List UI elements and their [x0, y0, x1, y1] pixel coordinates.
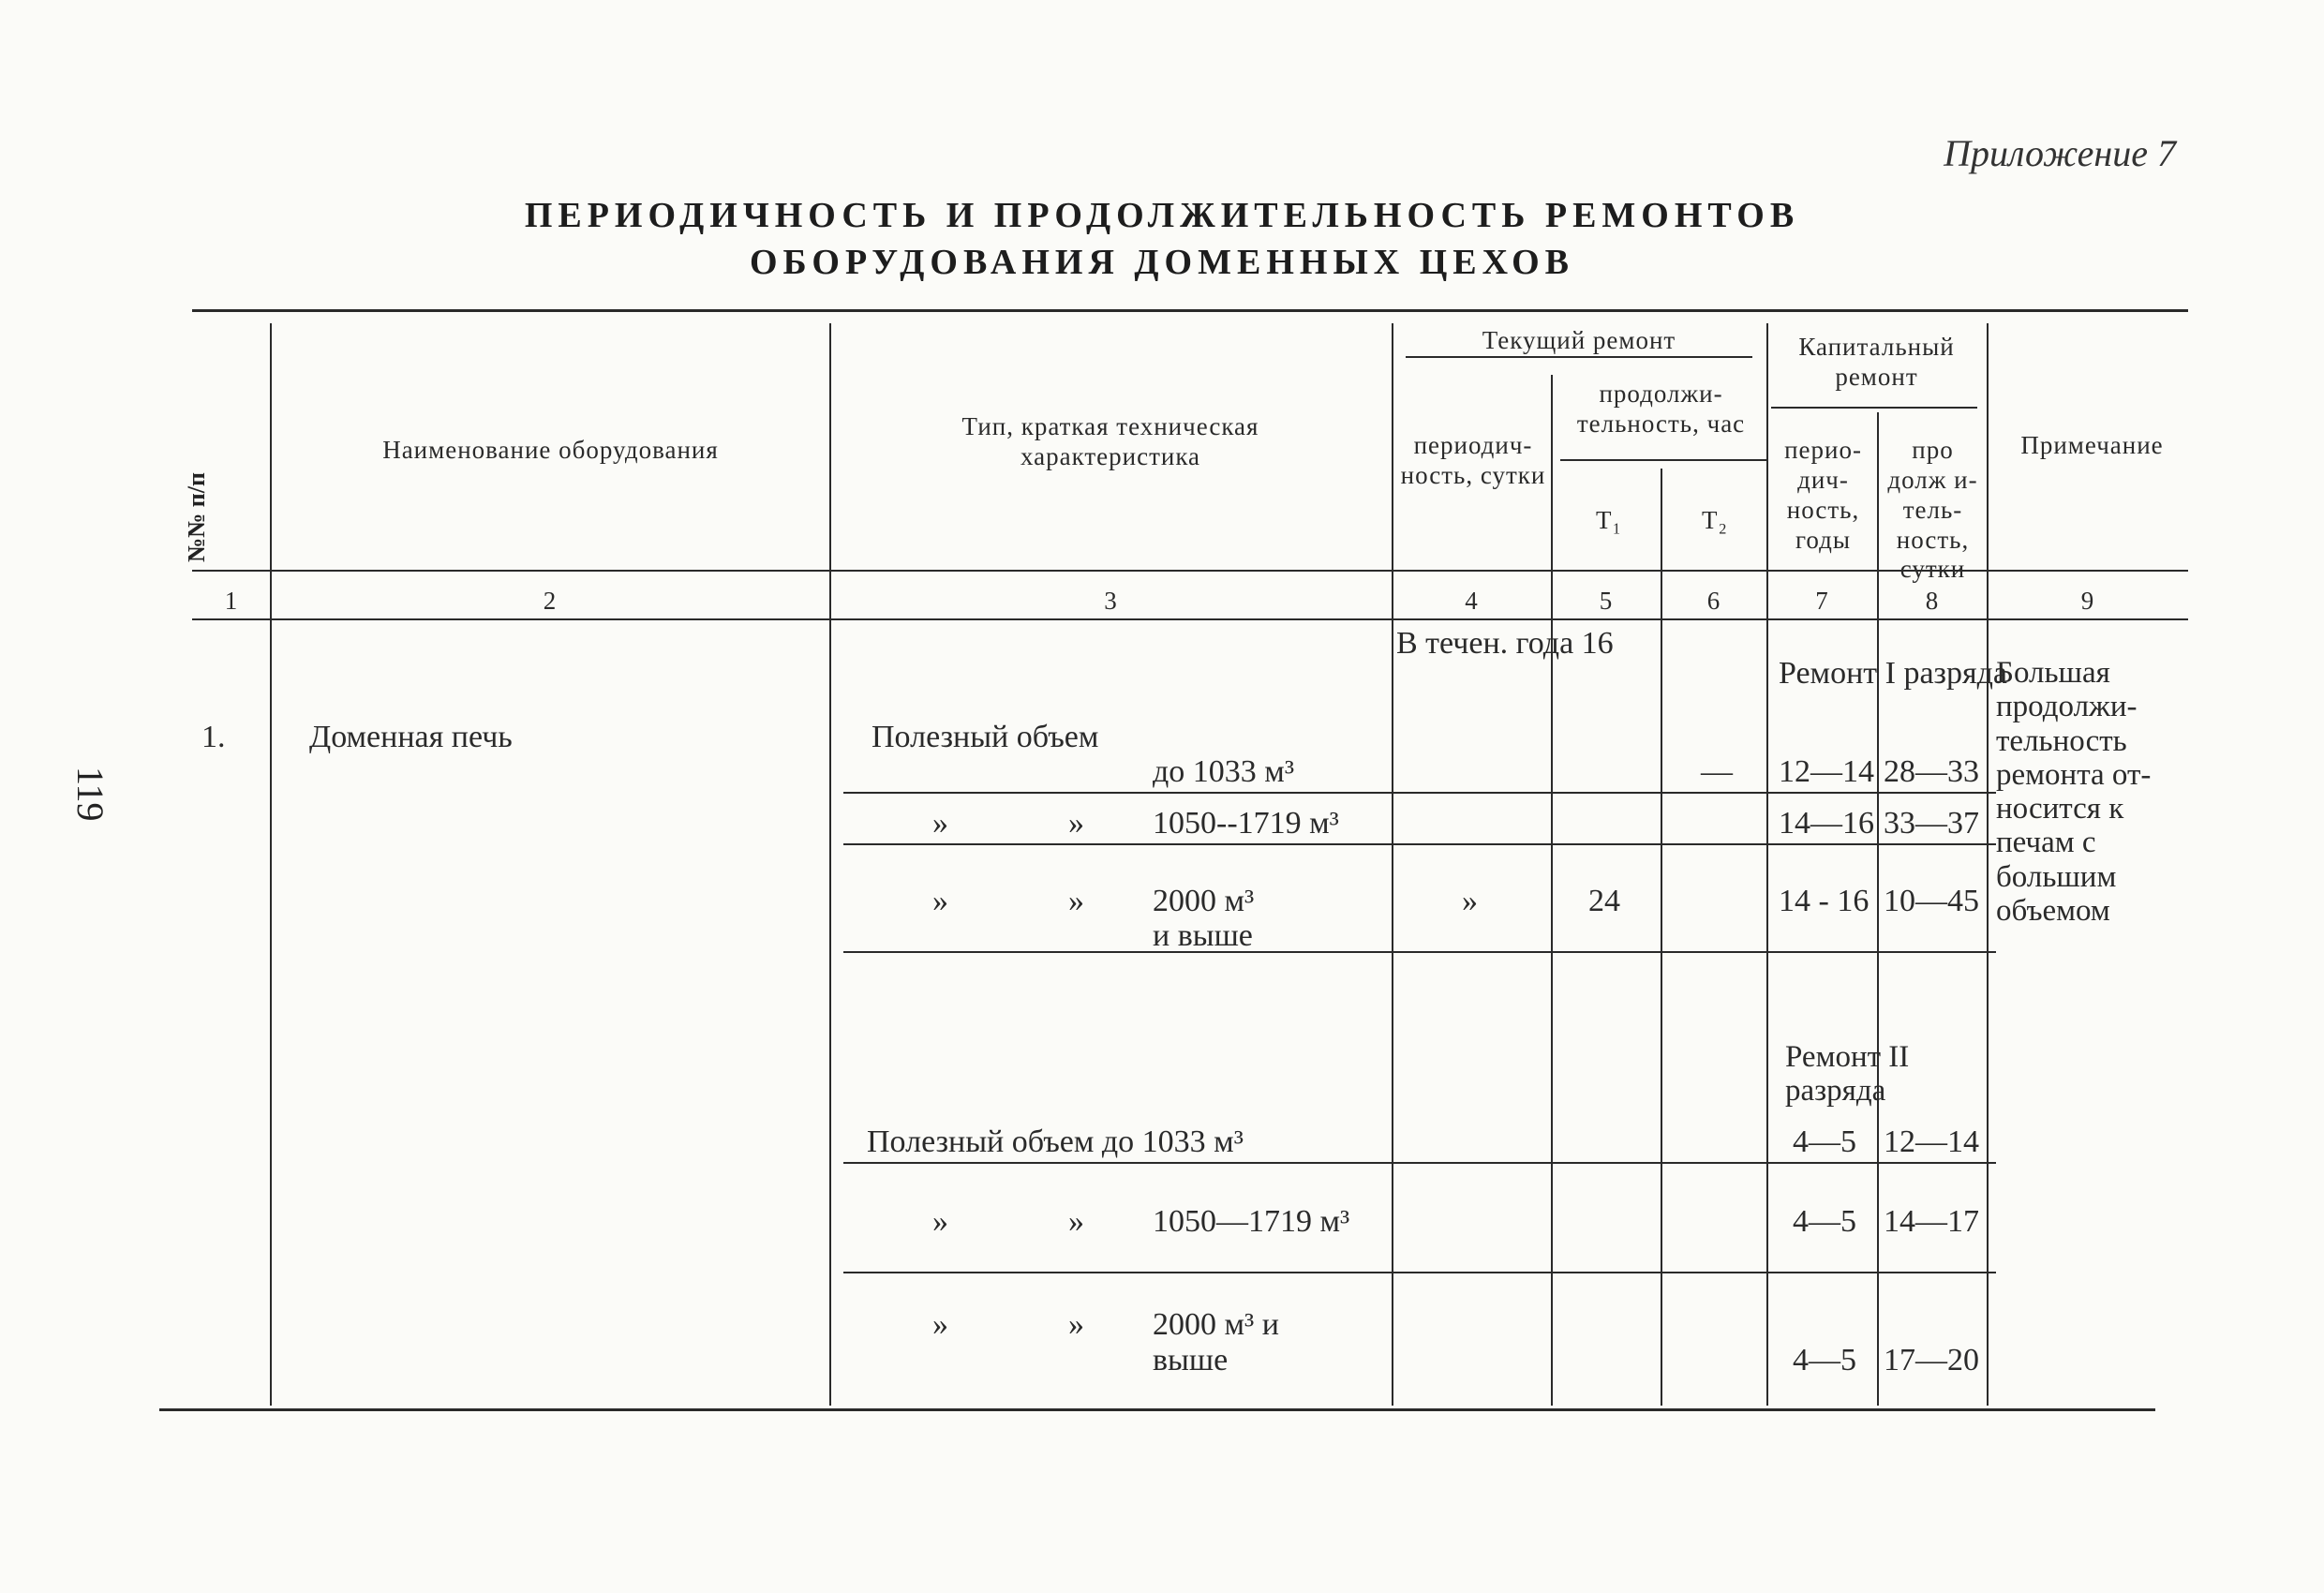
- column-numbers-rule: [192, 618, 2188, 620]
- header-t1: T₁: [1596, 506, 1622, 534]
- ditto-mark: »: [1068, 884, 1084, 918]
- capital-duration-value: 28—33: [1884, 754, 1979, 789]
- type-value: до 1033 м³: [1153, 754, 1295, 789]
- column-number: 3: [1104, 587, 1117, 615]
- page-title: ПЕРИОДИЧНОСТЬ И ПРОДОЛЖИТЕЛЬНОСТЬ РЕМОНТОВ: [524, 196, 1800, 235]
- table-bottom-rule: [159, 1408, 2155, 1411]
- header-capital-period: перио-дич-ность, годы: [1784, 436, 1862, 554]
- duration-rule: [1560, 459, 1766, 461]
- header-type: Тип, краткая техническая характеристика: [961, 412, 1259, 470]
- type-label: Полезный объем: [872, 720, 1099, 754]
- t1-value: 24: [1588, 884, 1620, 918]
- row-rule-3: [843, 951, 1996, 953]
- page-subtitle: ОБОРУДОВАНИЯ ДОМЕННЫХ ЦЕХОВ: [749, 243, 1575, 282]
- column-number: 9: [2080, 587, 2094, 615]
- type-label: Полезный объем до 1033 м³: [867, 1124, 1244, 1159]
- header-current-repair: Текущий ремонт: [1482, 326, 1676, 354]
- col-divider-3: [1392, 323, 1393, 1406]
- row-rule-5: [843, 1272, 1996, 1273]
- column-number: 6: [1706, 587, 1721, 615]
- note-text: Большая продолжи-тельность ремонта от-носится к печам с большим объемом: [1996, 656, 2152, 929]
- ditto-mark: »: [932, 1307, 948, 1342]
- table-top-rule: [192, 309, 2188, 312]
- capital-repair-rule: [1771, 407, 1977, 409]
- header-number: №№ п/п: [183, 472, 210, 562]
- header-capital-repair: Капитальный ремонт: [1798, 333, 1955, 391]
- column-number: 8: [1925, 587, 1939, 615]
- ditto-mark: »: [932, 884, 948, 918]
- header-equipment: Наименование оборудования: [382, 436, 719, 464]
- capital-period-value: 12—14: [1779, 754, 1874, 789]
- ditto-mark: »: [1068, 806, 1084, 841]
- page-number: 119: [69, 767, 112, 822]
- header-duration: продолжи-тельность, час: [1576, 380, 1746, 438]
- capital-period-value: 4—5: [1793, 1343, 1856, 1377]
- row-rule-2: [843, 843, 1996, 845]
- header-note: Примечание: [2020, 431, 2164, 459]
- repair-grade-1: Ремонт I разряда: [1779, 656, 2007, 691]
- ditto-mark: »: [932, 806, 948, 841]
- ditto-mark: »: [932, 1204, 948, 1239]
- equipment-name: Доменная печь: [309, 720, 513, 754]
- ditto-mark: »: [1068, 1204, 1084, 1239]
- type-value-note: и выше: [1153, 918, 1253, 953]
- row-rule-4: [843, 1162, 1996, 1164]
- col-divider-8: [1987, 323, 1989, 1406]
- type-value: 2000 м³ и: [1153, 1307, 1279, 1342]
- col-divider-2: [829, 323, 831, 1406]
- current-repair-rule: [1406, 356, 1752, 358]
- col-divider-6: [1766, 323, 1768, 1406]
- col-divider-4: [1551, 375, 1553, 1406]
- col-divider-1: [270, 323, 272, 1406]
- column-number: 1: [224, 587, 238, 615]
- capital-duration-value: 33—37: [1884, 806, 1979, 841]
- row-number: 1.: [201, 720, 226, 754]
- capital-duration-value: 10—45: [1884, 884, 1979, 918]
- capital-period-value: 14 - 16: [1779, 884, 1870, 918]
- capital-duration-value: 14—17: [1884, 1204, 1979, 1239]
- row-rule-1: [843, 792, 1996, 794]
- capital-duration-value: 12—14: [1884, 1124, 1979, 1159]
- type-value: 2000 м³: [1153, 884, 1255, 918]
- header-t2: T₂: [1702, 506, 1728, 534]
- type-value-note: выше: [1153, 1343, 1229, 1377]
- column-number: 7: [1815, 587, 1828, 615]
- column-number: 5: [1599, 587, 1613, 615]
- repair-grade-2: Ремонт II разряда: [1785, 1040, 1910, 1109]
- column-number: 2: [543, 587, 557, 615]
- header-capital-duration: про долж и-тель-ность, сутки: [1887, 436, 1978, 584]
- type-value: 1050—1719 м³: [1153, 1204, 1350, 1239]
- current-period-note: В течен. года 16: [1396, 626, 1614, 661]
- capital-period-value: 14—16: [1779, 806, 1874, 841]
- ditto-mark: »: [1068, 1307, 1084, 1342]
- capital-duration-value: 17—20: [1884, 1343, 1979, 1377]
- header-current-period: периодич-ность, сутки: [1400, 431, 1546, 489]
- t2-dash: —: [1701, 754, 1733, 789]
- type-value: 1050--1719 м³: [1153, 806, 1339, 841]
- column-number: 4: [1465, 587, 1478, 615]
- appendix-label: Приложение 7: [1944, 132, 2176, 174]
- capital-period-value: 4—5: [1793, 1124, 1856, 1159]
- capital-period-value: 4—5: [1793, 1204, 1856, 1239]
- current-period-value: »: [1462, 884, 1478, 918]
